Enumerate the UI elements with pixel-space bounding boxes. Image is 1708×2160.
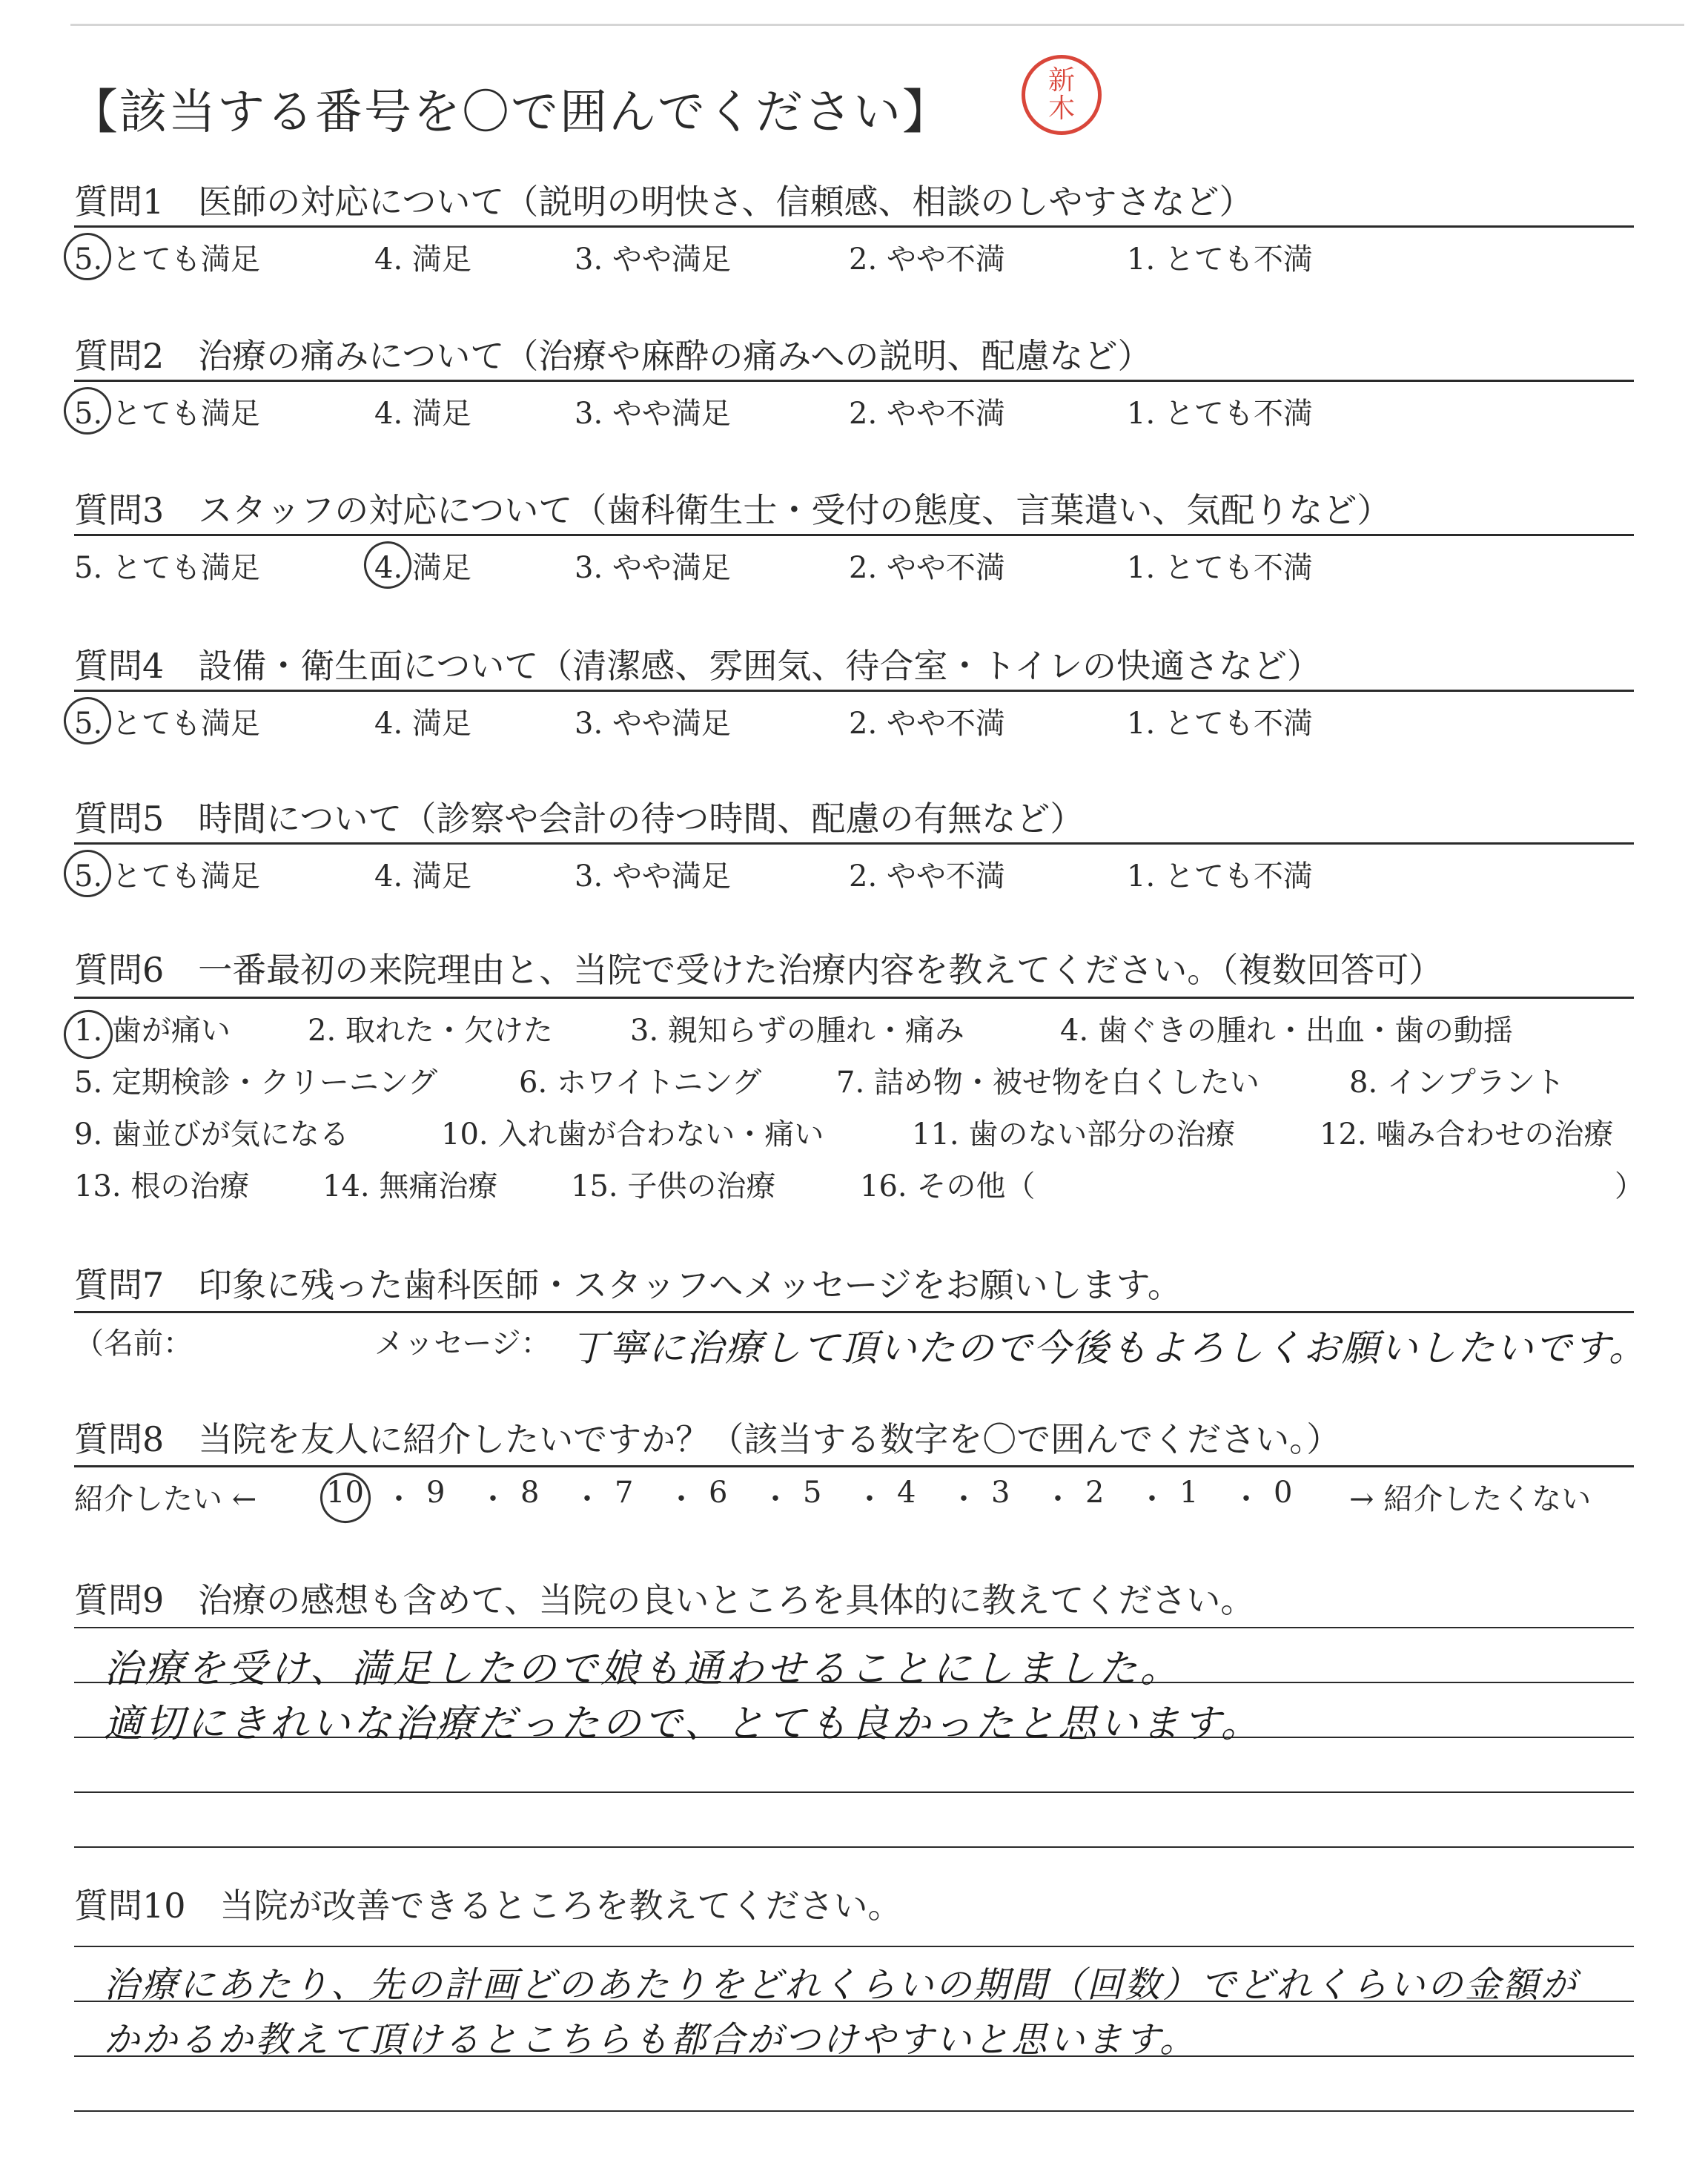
question-5-rule (74, 842, 1634, 845)
recommend-left-label: 紹介したい ← (74, 1482, 257, 1516)
question-9 (74, 1573, 1634, 1622)
q4-option-2[interactable]: 2. やや不満 (849, 707, 1005, 741)
q9-answer-line-1: 治療を受け、満足したので娘も通わせることにしました。 (104, 1647, 1182, 1691)
question-3-text: スタッフの対応について（歯科衛生士・受付の態度、言葉遣い、気配りなど） (198, 490, 1391, 530)
q6-option-4[interactable]: 4. 歯ぐきの腫れ・出血・歯の動揺 (1060, 1014, 1513, 1048)
q2-option-4[interactable]: 4. 満足 (374, 397, 471, 431)
q6-option-13[interactable]: 13. 根の治療 (74, 1169, 250, 1203)
q6-option-10[interactable]: 10. 入れ歯が合わない・痛い (441, 1117, 824, 1152)
q3-option-3[interactable]: 3. やや満足 (575, 551, 731, 585)
question-1-label: 質問1 (74, 182, 165, 222)
q1-option-4[interactable]: 4. 満足 (374, 242, 471, 277)
q5-option-1[interactable]: 1. とても不満 (1127, 859, 1313, 894)
question-8 (74, 1413, 1634, 1462)
scale-separator: ・ (1043, 1482, 1073, 1516)
scale-value-3[interactable]: 3 (991, 1476, 1010, 1510)
q6-option-15[interactable]: 15. 子供の治療 (571, 1169, 776, 1203)
scale-separator: ・ (855, 1482, 884, 1516)
question-9-label: 質問9 (74, 1580, 165, 1620)
scale-separator: ・ (1231, 1482, 1261, 1516)
q9-line-5 (74, 1846, 1634, 1848)
question-5-text: 時間について（診察や会計の待つ時間、配慮の有無など） (198, 799, 1085, 839)
top-border (70, 24, 1684, 26)
question-8-rule (74, 1465, 1634, 1467)
scale-value-5[interactable]: 5 (803, 1476, 822, 1510)
q2-option-5[interactable]: 5. とても満足 (74, 397, 260, 431)
q6-option-5[interactable]: 5. 定期検診・クリーニング (74, 1066, 438, 1100)
question-1-heading (74, 175, 1634, 224)
name-seal-stamp (1022, 55, 1102, 135)
question-4-label: 質問4 (74, 646, 165, 686)
q6-option-16-close: ） (1615, 1169, 1644, 1203)
question-1-text: 医師の対応について（説明の明快さ、信頼感、相談のしやすさなど） (198, 182, 1254, 222)
question-7-rule (74, 1311, 1634, 1313)
question-3-label: 質問3 (74, 490, 165, 530)
scale-separator: ・ (1137, 1482, 1167, 1516)
scale-separator: ・ (949, 1482, 979, 1516)
name-label: （名前： (74, 1327, 193, 1361)
q5-option-3[interactable]: 3. やや満足 (575, 859, 731, 894)
question-8-label: 質問8 (74, 1419, 165, 1459)
q9-line-1 (74, 1627, 1634, 1628)
scale-value-8[interactable]: 8 (520, 1476, 540, 1510)
q6-option-12[interactable]: 12. 噛み合わせの治療 (1320, 1117, 1614, 1152)
q6-option-9[interactable]: 9. 歯並びが気になる (74, 1117, 349, 1152)
question-2-label: 質問2 (74, 336, 165, 376)
q5-option-5[interactable]: 5. とても満足 (74, 859, 260, 894)
q6-option-11[interactable]: 11. 歯のない部分の治療 (912, 1117, 1236, 1152)
q10-answer-line-2: かかるか教えて頂けるとこちらも都合がつけやすいと思います。 (104, 2019, 1198, 2061)
question-7-heading (74, 1258, 1634, 1307)
q1-option-1[interactable]: 1. とても不満 (1127, 242, 1313, 277)
q5-option-4[interactable]: 4. 満足 (374, 859, 471, 894)
question-4-heading (74, 639, 1634, 688)
question-2-heading (74, 329, 1634, 378)
q9-line-4 (74, 1791, 1634, 1793)
q2-option-1[interactable]: 1. とても不満 (1127, 397, 1313, 431)
question-10-label: 質問10 (74, 1886, 186, 1926)
scale-value-0[interactable]: 0 (1274, 1476, 1293, 1510)
question-6-text: 一番最初の来院理由と、当院で受けた治療内容を教えてください。（複数回答可） (198, 950, 1443, 990)
scale-value-2[interactable]: 2 (1085, 1476, 1105, 1510)
q6-option-1[interactable]: 1. 歯が痛い (74, 1014, 231, 1048)
question-4-text: 設備・衛生面について（清潔感、雰囲気、待合室・トイレの快適さなど） (198, 646, 1322, 686)
scale-separator: ・ (384, 1482, 414, 1516)
q6-option-8[interactable]: 8. インプラント (1349, 1066, 1565, 1100)
question-4-rule (74, 690, 1634, 692)
scale-value-7[interactable]: 7 (615, 1476, 634, 1510)
question-1-rule (74, 225, 1634, 228)
q10-line-4 (74, 2110, 1634, 2112)
q3-option-4[interactable]: 4. 満足 (374, 551, 471, 585)
q4-option-4[interactable]: 4. 満足 (374, 707, 471, 741)
q4-option-3[interactable]: 3. やや満足 (575, 707, 731, 741)
q10-answer-line-1: 治療にあたり、先の計画どのあたりをどれくらいの期間（回数）でどれくらいの金額が (104, 1964, 1579, 2006)
recommend-right-label: → 紹介したくない (1349, 1482, 1592, 1516)
question-2 (74, 329, 1634, 378)
question-10-text: 当院が改善できるところを教えてください。 (219, 1886, 902, 1926)
scale-separator: ・ (761, 1482, 790, 1516)
question-5 (74, 792, 1634, 841)
question-7-label: 質問7 (74, 1265, 165, 1305)
question-5-label: 質問5 (74, 799, 165, 839)
question-4 (74, 639, 1634, 688)
q2-option-2[interactable]: 2. やや不満 (849, 397, 1005, 431)
q6-option-3[interactable]: 3. 親知らずの腫れ・痛み (630, 1014, 964, 1048)
question-3-heading (74, 483, 1634, 532)
scale-separator: ・ (666, 1482, 696, 1516)
q6-option-7[interactable]: 7. 詰め物・被せ物を白くしたい (836, 1066, 1260, 1100)
question-3-rule (74, 534, 1634, 536)
question-2-text: 治療の痛みについて（治療や麻酔の痛みへの説明、配慮など） (198, 336, 1152, 376)
q6-option-6[interactable]: 6. ホワイトニング (519, 1066, 762, 1100)
question-3 (74, 483, 1634, 532)
q10-line-1 (74, 1946, 1634, 1947)
q1-option-2[interactable]: 2. やや不満 (849, 242, 1005, 277)
handwritten-message: 丁寧に治療して頂いたので今後もよろしくお願いしたいです。 (571, 1327, 1647, 1370)
scale-value-10[interactable]: 10 (326, 1476, 364, 1510)
scale-value-6[interactable]: 6 (709, 1476, 728, 1510)
question-2-rule (74, 380, 1634, 382)
scale-value-1[interactable]: 1 (1179, 1476, 1199, 1510)
question-6 (74, 943, 1634, 992)
q3-option-1[interactable]: 1. とても不満 (1127, 551, 1313, 585)
q1-option-5[interactable]: 5. とても満足 (74, 242, 260, 277)
scale-separator: ・ (572, 1482, 602, 1516)
q8-selection-circle (316, 1468, 376, 1528)
q3-option-2[interactable]: 2. やや不満 (849, 551, 1005, 585)
question-6-label: 質問6 (74, 950, 165, 990)
q3-option-5[interactable]: 5. とても満足 (74, 551, 260, 585)
question-10 (74, 1879, 1634, 1928)
question-7 (74, 1258, 1634, 1307)
stamp-char-bottom: 木 (1047, 93, 1075, 124)
q6-option-2[interactable]: 2. 取れた・欠けた (308, 1014, 553, 1048)
q6-option-14[interactable]: 14. 無痛治療 (322, 1169, 498, 1203)
question-5-heading (74, 792, 1634, 841)
q4-option-1[interactable]: 1. とても不満 (1127, 707, 1313, 741)
question-10-heading (74, 1879, 1634, 1928)
q9-answer-line-2: 適切にきれいな治療だったので、とても良かったと思います。 (104, 1702, 1262, 1746)
question-9-text: 治療の感想も含めて、当院の良いところを具体的に教えてください。 (198, 1580, 1255, 1620)
q4-option-5[interactable]: 5. とても満足 (74, 707, 260, 741)
question-1 (74, 175, 1634, 224)
question-8-heading (74, 1413, 1634, 1462)
scale-value-9[interactable]: 9 (426, 1476, 446, 1510)
q1-option-3[interactable]: 3. やや満足 (575, 242, 731, 277)
stamp-char-top: 新 (1047, 65, 1075, 96)
scale-value-4[interactable]: 4 (897, 1476, 916, 1510)
page-title: 【該当する番号を〇で囲んでください】 (70, 85, 951, 140)
scale-separator: ・ (478, 1482, 508, 1516)
q2-option-3[interactable]: 3. やや満足 (575, 397, 731, 431)
q6-option-16[interactable]: 16. その他（ (860, 1169, 1036, 1203)
question-6-rule (74, 997, 1634, 999)
question-8-text: 当院を友人に紹介したいですか？（該当する数字を〇で囲んでください。） (198, 1419, 1341, 1459)
question-6-heading (74, 943, 1634, 992)
question-7-text: 印象に残った歯科医師・スタッフへメッセージをお願いします。 (198, 1265, 1182, 1305)
q5-option-2[interactable]: 2. やや不満 (849, 859, 1005, 894)
question-9-heading (74, 1573, 1634, 1622)
message-label: メッセージ： (374, 1327, 551, 1361)
